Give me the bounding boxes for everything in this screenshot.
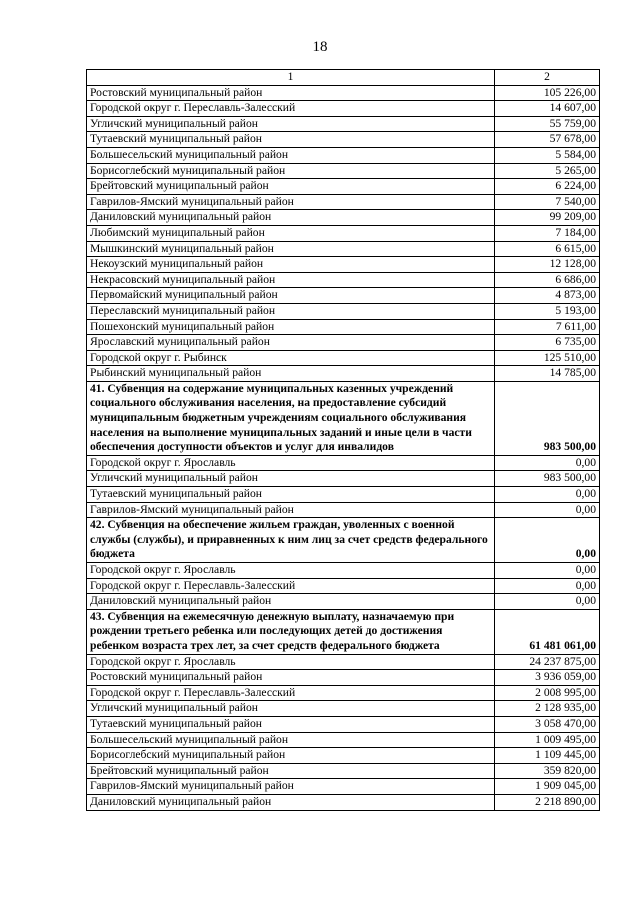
municipality-name: Большесельский муниципальный район: [87, 732, 495, 748]
municipality-name: Городской округ г. Рыбинск: [87, 350, 495, 366]
amount-cell: 0,00: [495, 578, 600, 594]
table-row: [87, 748, 600, 764]
section-title: 43. Субвенция на ежемесячную денежную выплату, назначаемую при рождении третьего ребенка или последующих детей до достижения ребенком возраста трех лет, за счет средств федерального бюджета: [87, 609, 495, 654]
municipality-name: Переславский муниципальный район: [87, 303, 495, 319]
section-title: 41. Субвенция на содержание муниципальных казенных учреждений социального обслуживания населения, на предоставление субсидий муниципальным бюджетным учреждениям социального обслуживания населения на выполнение муниципальных заданий и иные цели в части обеспечения доступности объектов и услуг для инвалидов: [87, 381, 495, 455]
table-row: [87, 732, 600, 748]
amount-cell: 983 500,00: [495, 471, 600, 487]
municipality-name: Брейтовский муниципальный район: [87, 763, 495, 779]
amount-cell: 55 759,00: [495, 116, 600, 132]
table-row: [87, 670, 600, 686]
municipality-name: Угличский муниципальный район: [87, 701, 495, 717]
section-total: 61 481 061,00: [495, 609, 600, 654]
table-row: [87, 163, 600, 179]
table-row: [87, 502, 600, 518]
table-row: [87, 350, 600, 366]
amount-cell: 7 540,00: [495, 194, 600, 210]
amount-cell: 5 584,00: [495, 147, 600, 163]
municipality-name: Ярославский муниципальный район: [87, 335, 495, 351]
municipality-name: Борисоглебский муниципальный район: [87, 163, 495, 179]
amount-cell: 6 615,00: [495, 241, 600, 257]
municipality-name: Тутаевский муниципальный район: [87, 716, 495, 732]
municipality-name: Мышкинский муниципальный район: [87, 241, 495, 257]
amount-cell: 3 936 059,00: [495, 670, 600, 686]
amount-cell: 99 209,00: [495, 210, 600, 226]
table-row: [87, 225, 600, 241]
municipality-name: Угличский муниципальный район: [87, 116, 495, 132]
section-header-row: [87, 381, 600, 455]
table-row: [87, 179, 600, 195]
municipality-name: Гаврилов-Ямский муниципальный район: [87, 779, 495, 795]
amount-cell: 6 735,00: [495, 335, 600, 351]
table-row: [87, 794, 600, 810]
municipality-name: Городской округ г. Переславль-Залесский: [87, 685, 495, 701]
municipality-name: Пошехонский муниципальный район: [87, 319, 495, 335]
table-row: [87, 319, 600, 335]
section-header-row: [87, 518, 600, 563]
amount-cell: 359 820,00: [495, 763, 600, 779]
amount-cell: 4 873,00: [495, 288, 600, 304]
table-row: [87, 779, 600, 795]
amount-cell: 6 686,00: [495, 272, 600, 288]
amount-cell: 2 008 995,00: [495, 685, 600, 701]
amount-cell: 5 193,00: [495, 303, 600, 319]
municipality-name: Рыбинский муниципальный район: [87, 366, 495, 382]
amount-cell: 24 237 875,00: [495, 654, 600, 670]
municipality-name: Большесельский муниципальный район: [87, 147, 495, 163]
amount-cell: 0,00: [495, 455, 600, 471]
amount-cell: 14 607,00: [495, 101, 600, 117]
table-row: [87, 303, 600, 319]
municipality-name: Борисоглебский муниципальный район: [87, 748, 495, 764]
table-row: [87, 147, 600, 163]
amount-cell: 7 184,00: [495, 225, 600, 241]
table-row: [87, 366, 600, 382]
table-row: [87, 716, 600, 732]
section-total: 983 500,00: [495, 381, 600, 455]
budget-table-body: [87, 70, 600, 811]
column-2-header: 2: [495, 70, 600, 86]
municipality-name: Тутаевский муниципальный район: [87, 132, 495, 148]
table-row: [87, 288, 600, 304]
amount-cell: 3 058 470,00: [495, 716, 600, 732]
municipality-name: Ростовский муниципальный район: [87, 85, 495, 101]
amount-cell: 57 678,00: [495, 132, 600, 148]
table-row: [87, 701, 600, 717]
amount-cell: 5 265,00: [495, 163, 600, 179]
amount-cell: 6 224,00: [495, 179, 600, 195]
table-row: [87, 763, 600, 779]
amount-cell: 2 128 935,00: [495, 701, 600, 717]
amount-cell: 105 226,00: [495, 85, 600, 101]
table-row: [87, 654, 600, 670]
municipality-name: Тутаевский муниципальный район: [87, 487, 495, 503]
section-header-row: [87, 609, 600, 654]
municipality-name: Первомайский муниципальный район: [87, 288, 495, 304]
municipality-name: Ростовский муниципальный район: [87, 670, 495, 686]
municipality-name: Городской округ г. Ярославль: [87, 455, 495, 471]
amount-cell: 0,00: [495, 594, 600, 610]
table-row: [87, 116, 600, 132]
table-row: [87, 471, 600, 487]
budget-table: [86, 69, 600, 811]
table-row: [87, 85, 600, 101]
amount-cell: 0,00: [495, 563, 600, 579]
amount-cell: 1 109 445,00: [495, 748, 600, 764]
amount-cell: 125 510,00: [495, 350, 600, 366]
column-1-header: 1: [87, 70, 495, 86]
table-row: [87, 241, 600, 257]
municipality-name: Гаврилов-Ямский муниципальный район: [87, 502, 495, 518]
section-total: 0,00: [495, 518, 600, 563]
page-number: 18: [312, 39, 328, 55]
amount-cell: 7 611,00: [495, 319, 600, 335]
amount-cell: 1 909 045,00: [495, 779, 600, 795]
section-title: 42. Субвенция на обеспечение жильем граждан, уволенных с военной службы (службы), и приравненных к ним лиц за счет средств федерального бюджета: [87, 518, 495, 563]
municipality-name: Некоузский муниципальный район: [87, 257, 495, 273]
municipality-name: Угличский муниципальный район: [87, 471, 495, 487]
table-row: [87, 257, 600, 273]
municipality-name: Городской округ г. Ярославль: [87, 563, 495, 579]
municipality-name: Даниловский муниципальный район: [87, 594, 495, 610]
amount-cell: 14 785,00: [495, 366, 600, 382]
table-row: [87, 685, 600, 701]
table-header-row: [87, 70, 600, 86]
table-row: [87, 594, 600, 610]
municipality-name: Даниловский муниципальный район: [87, 794, 495, 810]
municipality-name: Городской округ г. Переславль-Залесский: [87, 101, 495, 117]
municipality-name: Брейтовский муниципальный район: [87, 179, 495, 195]
municipality-name: Городской округ г. Ярославль: [87, 654, 495, 670]
table-row: [87, 272, 600, 288]
table-row: [87, 578, 600, 594]
amount-cell: 1 009 495,00: [495, 732, 600, 748]
table-row: [87, 455, 600, 471]
amount-cell: 12 128,00: [495, 257, 600, 273]
table-row: [87, 194, 600, 210]
table-row: [87, 210, 600, 226]
municipality-name: Гаврилов-Ямский муниципальный район: [87, 194, 495, 210]
amount-cell: 0,00: [495, 487, 600, 503]
municipality-name: Некрасовский муниципальный район: [87, 272, 495, 288]
table-row: [87, 101, 600, 117]
amount-cell: 2 218 890,00: [495, 794, 600, 810]
table-row: [87, 335, 600, 351]
table-row: [87, 563, 600, 579]
table-row: [87, 487, 600, 503]
municipality-name: Даниловский муниципальный район: [87, 210, 495, 226]
amount-cell: 0,00: [495, 502, 600, 518]
municipality-name: Любимский муниципальный район: [87, 225, 495, 241]
municipality-name: Городской округ г. Переславль-Залесский: [87, 578, 495, 594]
table-row: [87, 132, 600, 148]
